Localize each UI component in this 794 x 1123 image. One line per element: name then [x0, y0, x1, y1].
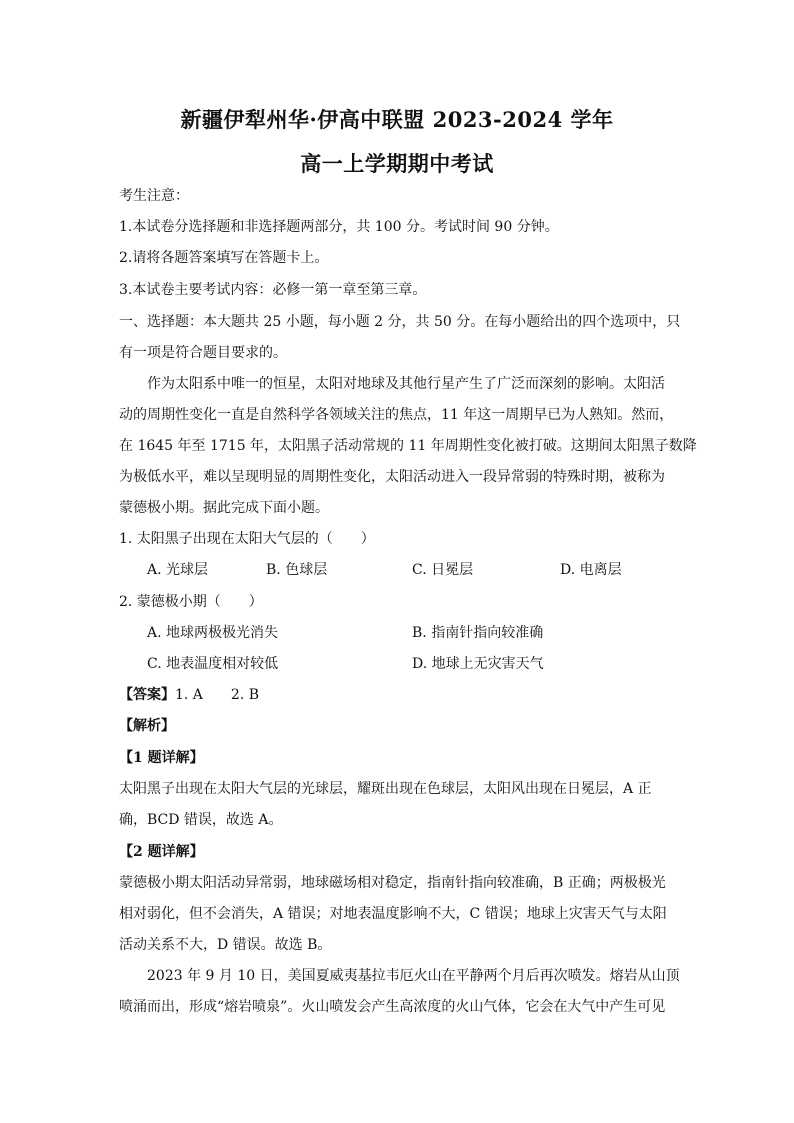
question-2-option-a: A. 地球两极极光消失: [147, 625, 279, 641]
notice-item: 2.请将各题答案填写在答题卡上。: [119, 250, 329, 266]
analysis-label: 【解析】: [119, 718, 175, 734]
q2-analysis-line: 相对弱化，但不会消失，A 错误；对地表温度影响不大，C 错误；地球上灾害天气与太阳: [119, 906, 667, 922]
answer-text: 1. A 2. B: [175, 687, 260, 703]
question-2-option-c: C. 地表温度相对较低: [147, 656, 279, 672]
question-1-option-d: D. 电离层: [560, 562, 622, 578]
exam-subtitle: 高一上学期期中考试: [300, 151, 494, 176]
question-2-option-b: B. 指南针指向较准确: [412, 625, 544, 641]
question-2-stem: 2. 蒙德极小期（ ）: [119, 594, 263, 610]
q1-analysis-heading: 【1 题详解】: [119, 750, 204, 766]
q1-analysis-line: 太阳黑子出现在太阳大气层的光球层，耀斑出现在色球层，太阳风出现在日冕层，A 正: [119, 781, 652, 797]
question-1-option-c: C. 日冕层: [412, 562, 474, 578]
q1-analysis-line: 确，BCD 错误，故选 A。: [119, 812, 283, 828]
question-1-option-a: A. 光球层: [147, 562, 209, 578]
exam-title: 新疆伊犁州华·伊高中联盟 2023-2024 学年: [180, 107, 614, 132]
answer-row: [119, 685, 679, 705]
notice-heading: 考生注意：: [119, 188, 189, 204]
q2-analysis-heading: 【2 题详解】: [119, 844, 204, 860]
q2-analysis-line: 蒙德极小期太阳活动异常弱，地球磁场相对稳定，指南针指向较准确，B 正确；两极极光: [119, 875, 666, 891]
passage-2-line: 喷涌而出，形成“熔岩喷泉”。火山喷发会产生高浓度的火山气体，它会在大气中产生可见: [119, 999, 666, 1015]
section-heading-cont: 有一项是符合题目要求的。: [119, 345, 287, 361]
passage-2-line: 2023 年 9 月 10 日，美国夏威夷基拉韦厄火山在平静两个月后再次喷发。熔岩从山顶: [147, 968, 680, 984]
notice-item: 3.本试卷主要考试内容：必修一第一章至第三章。: [119, 282, 427, 298]
passage-line: 为极低水平，难以呈现明显的周期性变化，太阳活动进入一段异常弱的特殊时期，被称为: [119, 469, 665, 485]
section-heading: 一、选择题：本大题共 25 小题，每小题 2 分，共 50 分。在每小题给出的四个选项中，只: [119, 314, 681, 330]
answer-label: 【答案】: [119, 687, 175, 703]
passage-line: 动的周期性变化一直是自然科学各领域关注的焦点，11 年这一周期早已为人熟知。然而，: [119, 407, 674, 423]
question-1-stem: 1. 太阳黑子出现在太阳大气层的（ ）: [119, 531, 375, 547]
passage-line: 在 1645 年至 1715 年，太阳黑子活动常规的 11 年周期性变化被打破。这期间太阳黑子数降: [119, 438, 697, 454]
question-2-option-d: D. 地球上无灾害天气: [412, 656, 544, 672]
notice-item: 1.本试卷分选择题和非选择题两部分，共 100 分。考试时间 90 分钟。: [119, 219, 559, 235]
q2-analysis-line: 活动关系不大，D 错误。故选 B。: [119, 937, 332, 953]
passage-line: 蒙德极小期。据此完成下面小题。: [119, 500, 329, 516]
question-1-option-b: B. 色球层: [266, 562, 328, 578]
passage-line: 作为太阳系中唯一的恒星，太阳对地球及其他行星产生了广泛而深刻的影响。太阳活: [147, 376, 665, 392]
